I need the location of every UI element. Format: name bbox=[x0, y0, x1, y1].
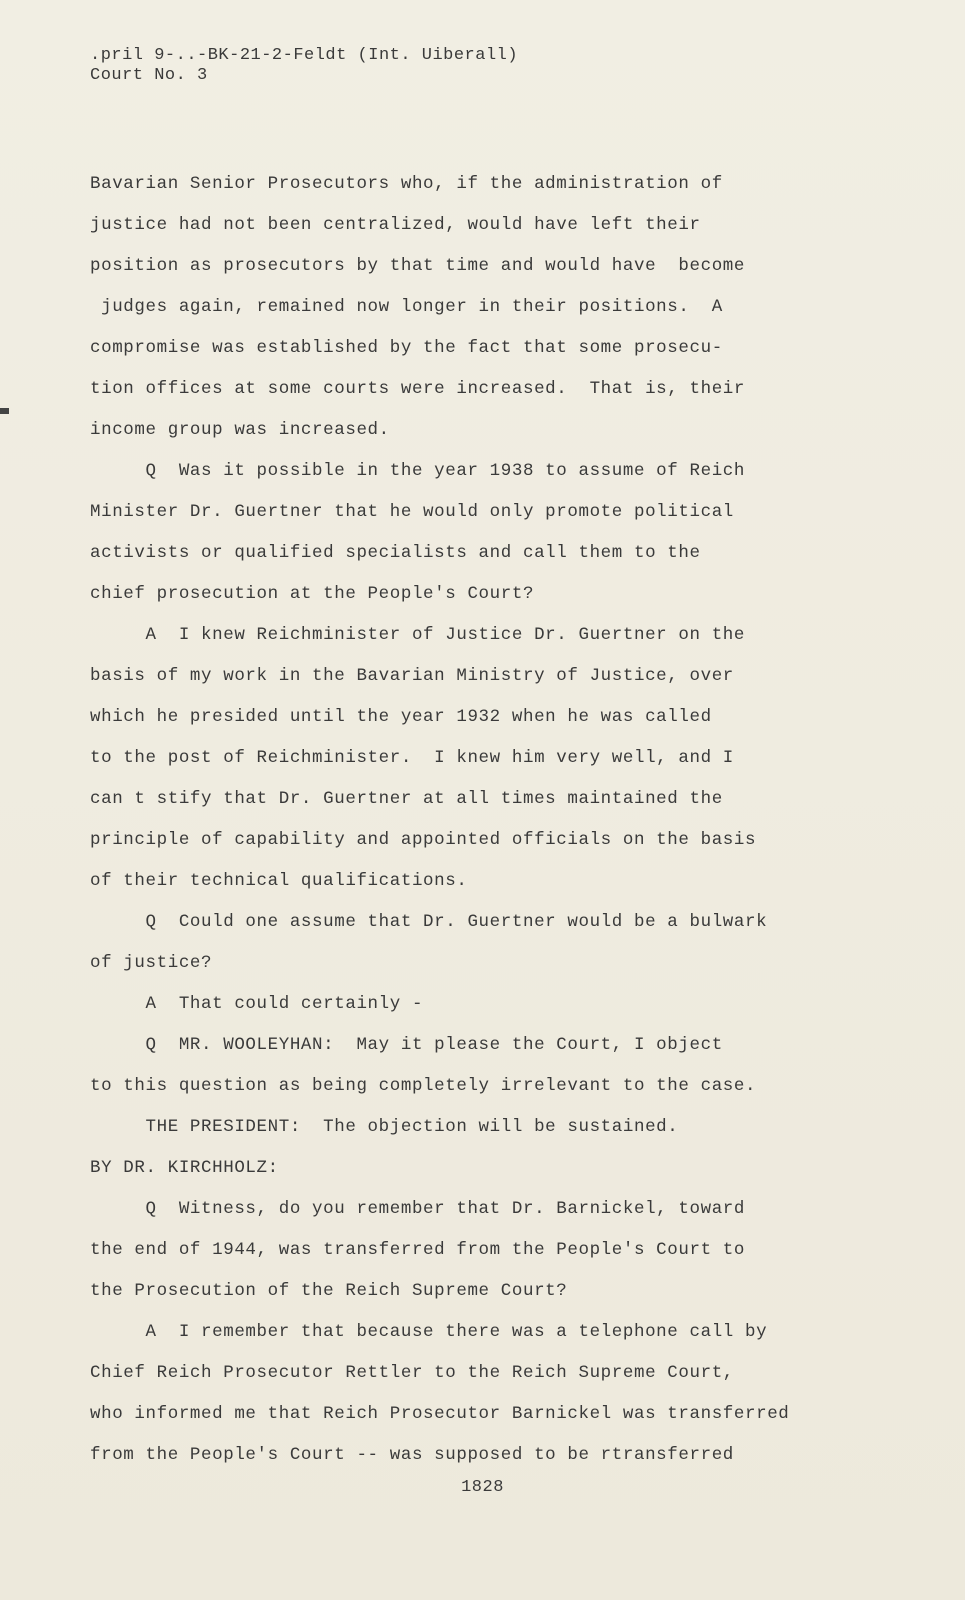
transcript-line: THE PRESIDENT: The objection will be sustained. bbox=[90, 1117, 679, 1137]
transcript-line: to the post of Reichminister. I knew him very well, and I bbox=[90, 748, 734, 768]
transcript-line: the Prosecution of the Reich Supreme Court? bbox=[90, 1281, 568, 1301]
transcript-line: can t stify that Dr. Guertner at all times maintained the bbox=[90, 789, 723, 809]
transcript-line: A I remember that because there was a telephone call by bbox=[90, 1322, 768, 1342]
transcript-line: Bavarian Senior Prosecutors who, if the administration of bbox=[90, 174, 723, 194]
transcript-line: which he presided until the year 1932 when he was called bbox=[90, 707, 712, 727]
transcript-line: A I knew Reichminister of Justice Dr. Guertner on the bbox=[90, 625, 746, 645]
header-session-line: .pril 9-..-BK-21-2-Feldt (Int. Uiberall) bbox=[90, 46, 519, 65]
transcript-line: from the People's Court -- was supposed to be rtransferred bbox=[90, 1445, 734, 1465]
transcript-line: justice had not been centralized, would have left their bbox=[90, 215, 701, 235]
transcript-line: the end of 1944, was transferred from the People's Court to bbox=[90, 1240, 746, 1260]
transcript-line: of justice? bbox=[90, 953, 213, 973]
transcript-line: who informed me that Reich Prosecutor Barnickel was transferred bbox=[90, 1404, 790, 1424]
margin-mark bbox=[0, 408, 9, 414]
transcript-line: income group was increased. bbox=[90, 420, 390, 440]
transcript-line: of their technical qualifications. bbox=[90, 871, 468, 891]
transcript-line: position as prosecutors by that time and would have become bbox=[90, 256, 746, 276]
transcript-line: activists or qualified specialists and call them to the bbox=[90, 543, 701, 563]
page-number: 1828 bbox=[461, 1478, 504, 1497]
transcript-line: Q MR. WOOLEYHAN: May it please the Court, I object bbox=[90, 1035, 723, 1055]
transcript-line: judges again, remained now longer in their positions. A bbox=[90, 297, 723, 317]
transcript-line: principle of capability and appointed officials on the basis bbox=[90, 830, 757, 850]
document-header bbox=[90, 46, 518, 86]
transcript-line: compromise was established by the fact that some prosecu- bbox=[90, 338, 723, 358]
header-court-line: Court No. 3 bbox=[90, 66, 208, 85]
transcript-line: A That could certainly - bbox=[90, 994, 424, 1014]
transcript-line: Q Was it possible in the year 1938 to assume of Reich bbox=[90, 461, 746, 481]
transcript-line: Minister Dr. Guertner that he would only promote political bbox=[90, 502, 734, 522]
transcript-line: chief prosecution at the People's Court? bbox=[90, 584, 535, 604]
transcript-line: basis of my work in the Bavarian Ministry of Justice, over bbox=[90, 666, 734, 686]
transcript-line: Q Witness, do you remember that Dr. Barnickel, toward bbox=[90, 1199, 746, 1219]
transcript-line: Q Could one assume that Dr. Guertner would be a bulwark bbox=[90, 912, 768, 932]
transcript-line: to this question as being completely irrelevant to the case. bbox=[90, 1076, 757, 1096]
transcript-line: Chief Reich Prosecutor Rettler to the Reich Supreme Court, bbox=[90, 1363, 734, 1383]
transcript-line: tion offices at some courts were increased. That is, their bbox=[90, 379, 746, 399]
transcript-line: BY DR. KIRCHHOLZ: bbox=[90, 1158, 279, 1178]
